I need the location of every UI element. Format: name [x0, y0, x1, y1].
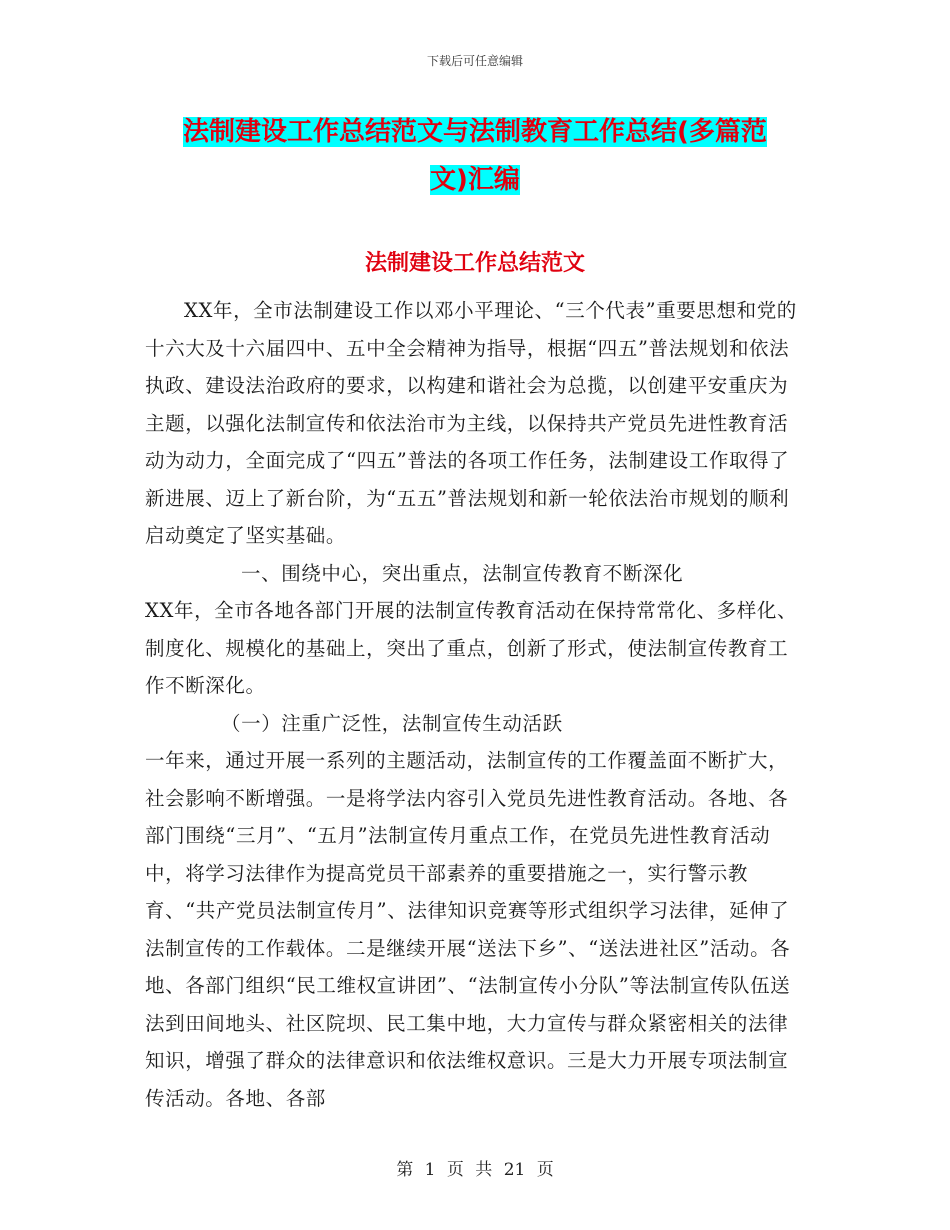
main-title-line-2: 文)汇编 [430, 165, 520, 195]
paragraph-intro: XX年，全市法制建设工作以邓小平理论、“三个代表”重要思想和党的十六大及十六届四中、五中全会精神为指导，根据“四五”普法规划和依法执政、建设法治政府的要求，以构建和谐社会为总揽，以创建平安重庆为主题，以强化法制宣传和依法治市为主线，以保持共产党员先进性教育活动为动力，全面完成了“四五”普法的各项工作任务，法制建设工作取得了新进展、迈上了新台阶，为“五五”普法规划和新一轮依法治市规划的顺利启动奠定了坚实基础。 [145, 299, 797, 547]
paragraph-section-1: XX年，全市各地各部门开展的法制宣传教育活动在保持常常化、多样化、制度化、规模化的基础上，突出了重点，创新了形式，使法制宣传教育工作不断深化。 [145, 599, 798, 697]
section-title: 法制建设工作总结范文 [364, 251, 585, 276]
subsection-heading-1: （一）注重广泛性，法制宣传生动活跃 [221, 711, 563, 735]
page-footer: 第 1 页 共 21 页 [396, 1160, 554, 1180]
header-note: 下载后可任意编辑 [426, 54, 523, 68]
document-body [145, 292, 805, 1117]
main-title-line-1: 法制建设工作总结范文与法制教育工作总结(多篇范 [183, 117, 767, 147]
section-heading-1: 一、围绕中心，突出重点，法制宣传教育不断深化 [241, 561, 684, 585]
main-title [140, 108, 810, 204]
paragraph-subsection-1: 一年来，通过开展一系列的主题活动，法制宣传的工作覆盖面不断扩大，社会影响不断增强。一是将学法内容引入党员先进性教育活动。各地、各部门围绕“三月”、“五月”法制宣传月重点工作，在党员先进性教育活动中，将学习法律作为提高党员干部素养的重要措施之一，实行警示教育、“共产党员法制宣传月”、法律知识竞赛等形式组织学习法律，延伸了法制宣传的工作载体。二是继续开展“送法下乡”、“送法进社区”活动。各地、各部门组织“民工维权宣讲团”、“法制宣传小分队”等法制宣传队伍送法到田间地头、社区院坝、民工集中地，大力宣传与群众紧密相关的法律知识，增强了群众的法律意识和依法维权意识。三是大力开展专项法制宣传活动。各地、各部 [145, 749, 791, 1110]
